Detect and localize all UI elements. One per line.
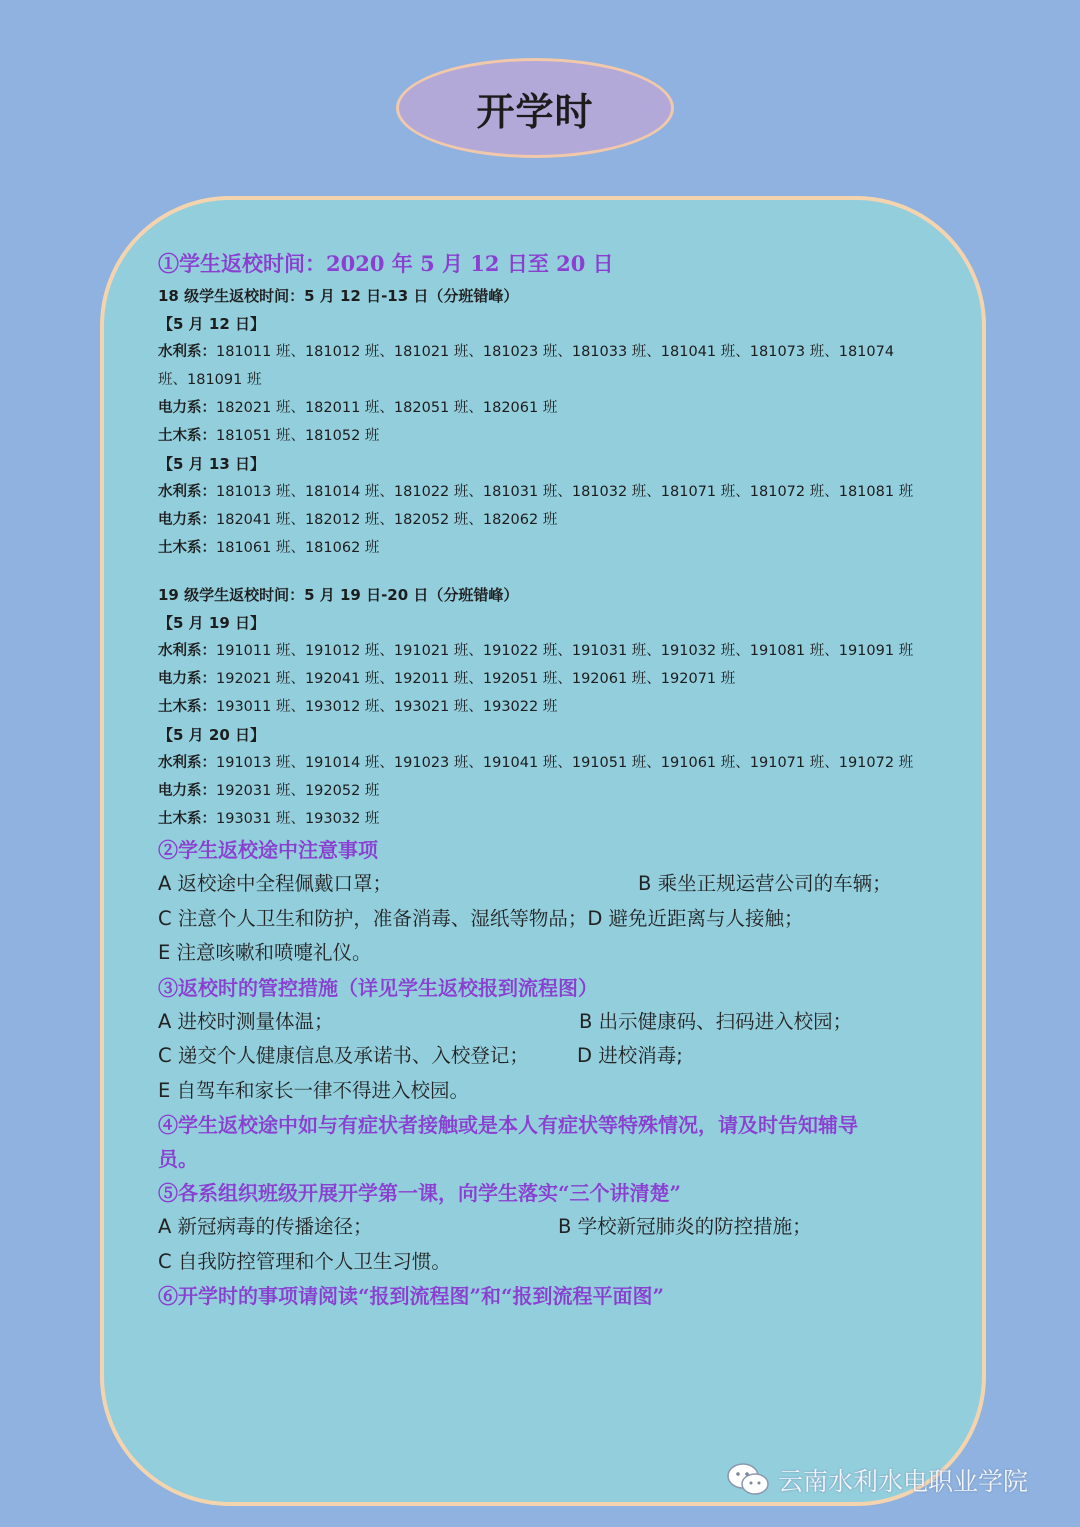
section2-heading: ②学生返校途中注意事项 <box>158 838 378 862</box>
watermark <box>726 1462 1028 1498</box>
section3-item-b: B 出示健康码、扫码进入校园； <box>579 1009 853 1033</box>
grade19-day1-tumu: 土木系：193011 班、193012 班、193021 班、193022 班 <box>158 699 558 715</box>
grade18-day2-shuili: 水利系：181013 班、181014 班、181022 班、181031 班、181032 班、181071 班、181072 班、181081 班 <box>158 484 914 500</box>
section3-row2 <box>158 1039 948 1074</box>
grade19-day1-dianli: 电力系：192021 班、192041 班、192011 班、192051 班、192061 班、192071 班 <box>158 671 736 687</box>
grade18-day2-dianli: 电力系：182041 班、182012 班、182052 班、182062 班 <box>158 512 558 528</box>
section3-item-e: E 自驾车和家长一律不得进入校园。 <box>158 1078 470 1102</box>
section4-line2: 员。 <box>158 1147 198 1171</box>
wechat-icon <box>726 1462 770 1498</box>
section5-item-c: C 自我防控管理和个人卫生习惯。 <box>158 1249 451 1273</box>
section5-row1 <box>158 1210 948 1245</box>
grade18-day1-shuili-cont: 班、181091 班 <box>158 372 262 388</box>
section5-row2 <box>158 1245 948 1280</box>
grade18-day1-shuili: 水利系：181011 班、181012 班、181021 班、181023 班、181033 班、181041 班、181073 班、181074 <box>158 344 895 360</box>
spacer <box>158 562 948 581</box>
section3-item-a: A 进校时测量体温； <box>158 1009 334 1033</box>
section3-item-d: D 进校消毒; <box>577 1044 683 1067</box>
section4-line1: ④学生返校途中如与有症状者接触或是本人有症状等特殊情况，请及时告知辅导 <box>158 1113 858 1137</box>
grade18-subtitle: 18 级学生返校时间：5 月 12 日-13 日（分班错峰） <box>158 287 519 305</box>
grade19-subtitle: 19 级学生返校时间：5 月 19 日-20 日（分班错峰） <box>158 586 519 604</box>
grade19-day2-tumu: 土木系：193031 班、193032 班 <box>158 811 380 827</box>
section5-heading: ⑤各系组织班级开展开学第一课，向学生落实“三个讲清楚” <box>158 1181 682 1205</box>
grade18-day1-dianli: 电力系：182021 班、182011 班、182051 班、182061 班 <box>158 400 558 416</box>
section3-item-c: C 递交个人健康信息及承诺书、入校登记； <box>158 1044 529 1067</box>
section2-item-e: E 注意咳嗽和喷嚏礼仪。 <box>158 941 372 964</box>
grade19-day2-label: 【5 月 20 日】 <box>158 726 265 744</box>
section2-row1 <box>158 867 948 902</box>
section3-heading: ③返校时的管控措施（详见学生返校报到流程图） <box>158 975 598 1000</box>
grade18-day1-tumu: 土木系：181051 班、181052 班 <box>158 428 380 444</box>
page-title: 开学时 <box>476 89 594 134</box>
title-banner <box>396 58 674 158</box>
grade18-day2-label: 【5 月 13 日】 <box>158 455 265 473</box>
section3-row1 <box>158 1005 948 1040</box>
notice-content <box>158 246 948 1313</box>
section2-item-a: A 返校途中全程佩戴口罩； <box>158 872 393 895</box>
section2-row2 <box>158 902 948 937</box>
section2-item-d: D 避免近距离与人接触； <box>587 906 804 930</box>
section2-item-c: C 注意个人卫生和防护，准备消毒、湿纸等物品； <box>158 906 588 930</box>
section5-item-b: B 学校新冠肺炎的防控措施； <box>558 1215 812 1238</box>
section3-row3 <box>158 1074 948 1109</box>
section6-heading: ⑥开学时的事项请阅读“报到流程图”和“报到流程平面图” <box>158 1284 665 1308</box>
grade19-day2-shuili: 水利系：191013 班、191014 班、191023 班、191041 班、191051 班、191061 班、191071 班、191072 班 <box>158 755 914 771</box>
section2-row3 <box>158 936 948 971</box>
watermark-text: 云南水利水电职业学院 <box>778 1467 1029 1496</box>
grade19-day1-shuili: 水利系：191011 班、191012 班、191021 班、191022 班、191031 班、191032 班、191081 班、191091 班 <box>158 643 914 659</box>
grade19-day1-label: 【5 月 19 日】 <box>158 614 265 632</box>
grade19-day2-dianli: 电力系：192031 班、192052 班 <box>158 783 380 799</box>
section1-heading: ①学生返校时间：2020 年 5 月 12 日至 20 日 <box>158 251 614 276</box>
grade18-day1-label: 【5 月 12 日】 <box>158 315 265 333</box>
section2-item-b: B 乘坐正规运营公司的车辆； <box>638 872 892 895</box>
grade18-day2-tumu: 土木系：181061 班、181062 班 <box>158 540 380 556</box>
section5-item-a: A 新冠病毒的传播途径； <box>158 1215 373 1238</box>
